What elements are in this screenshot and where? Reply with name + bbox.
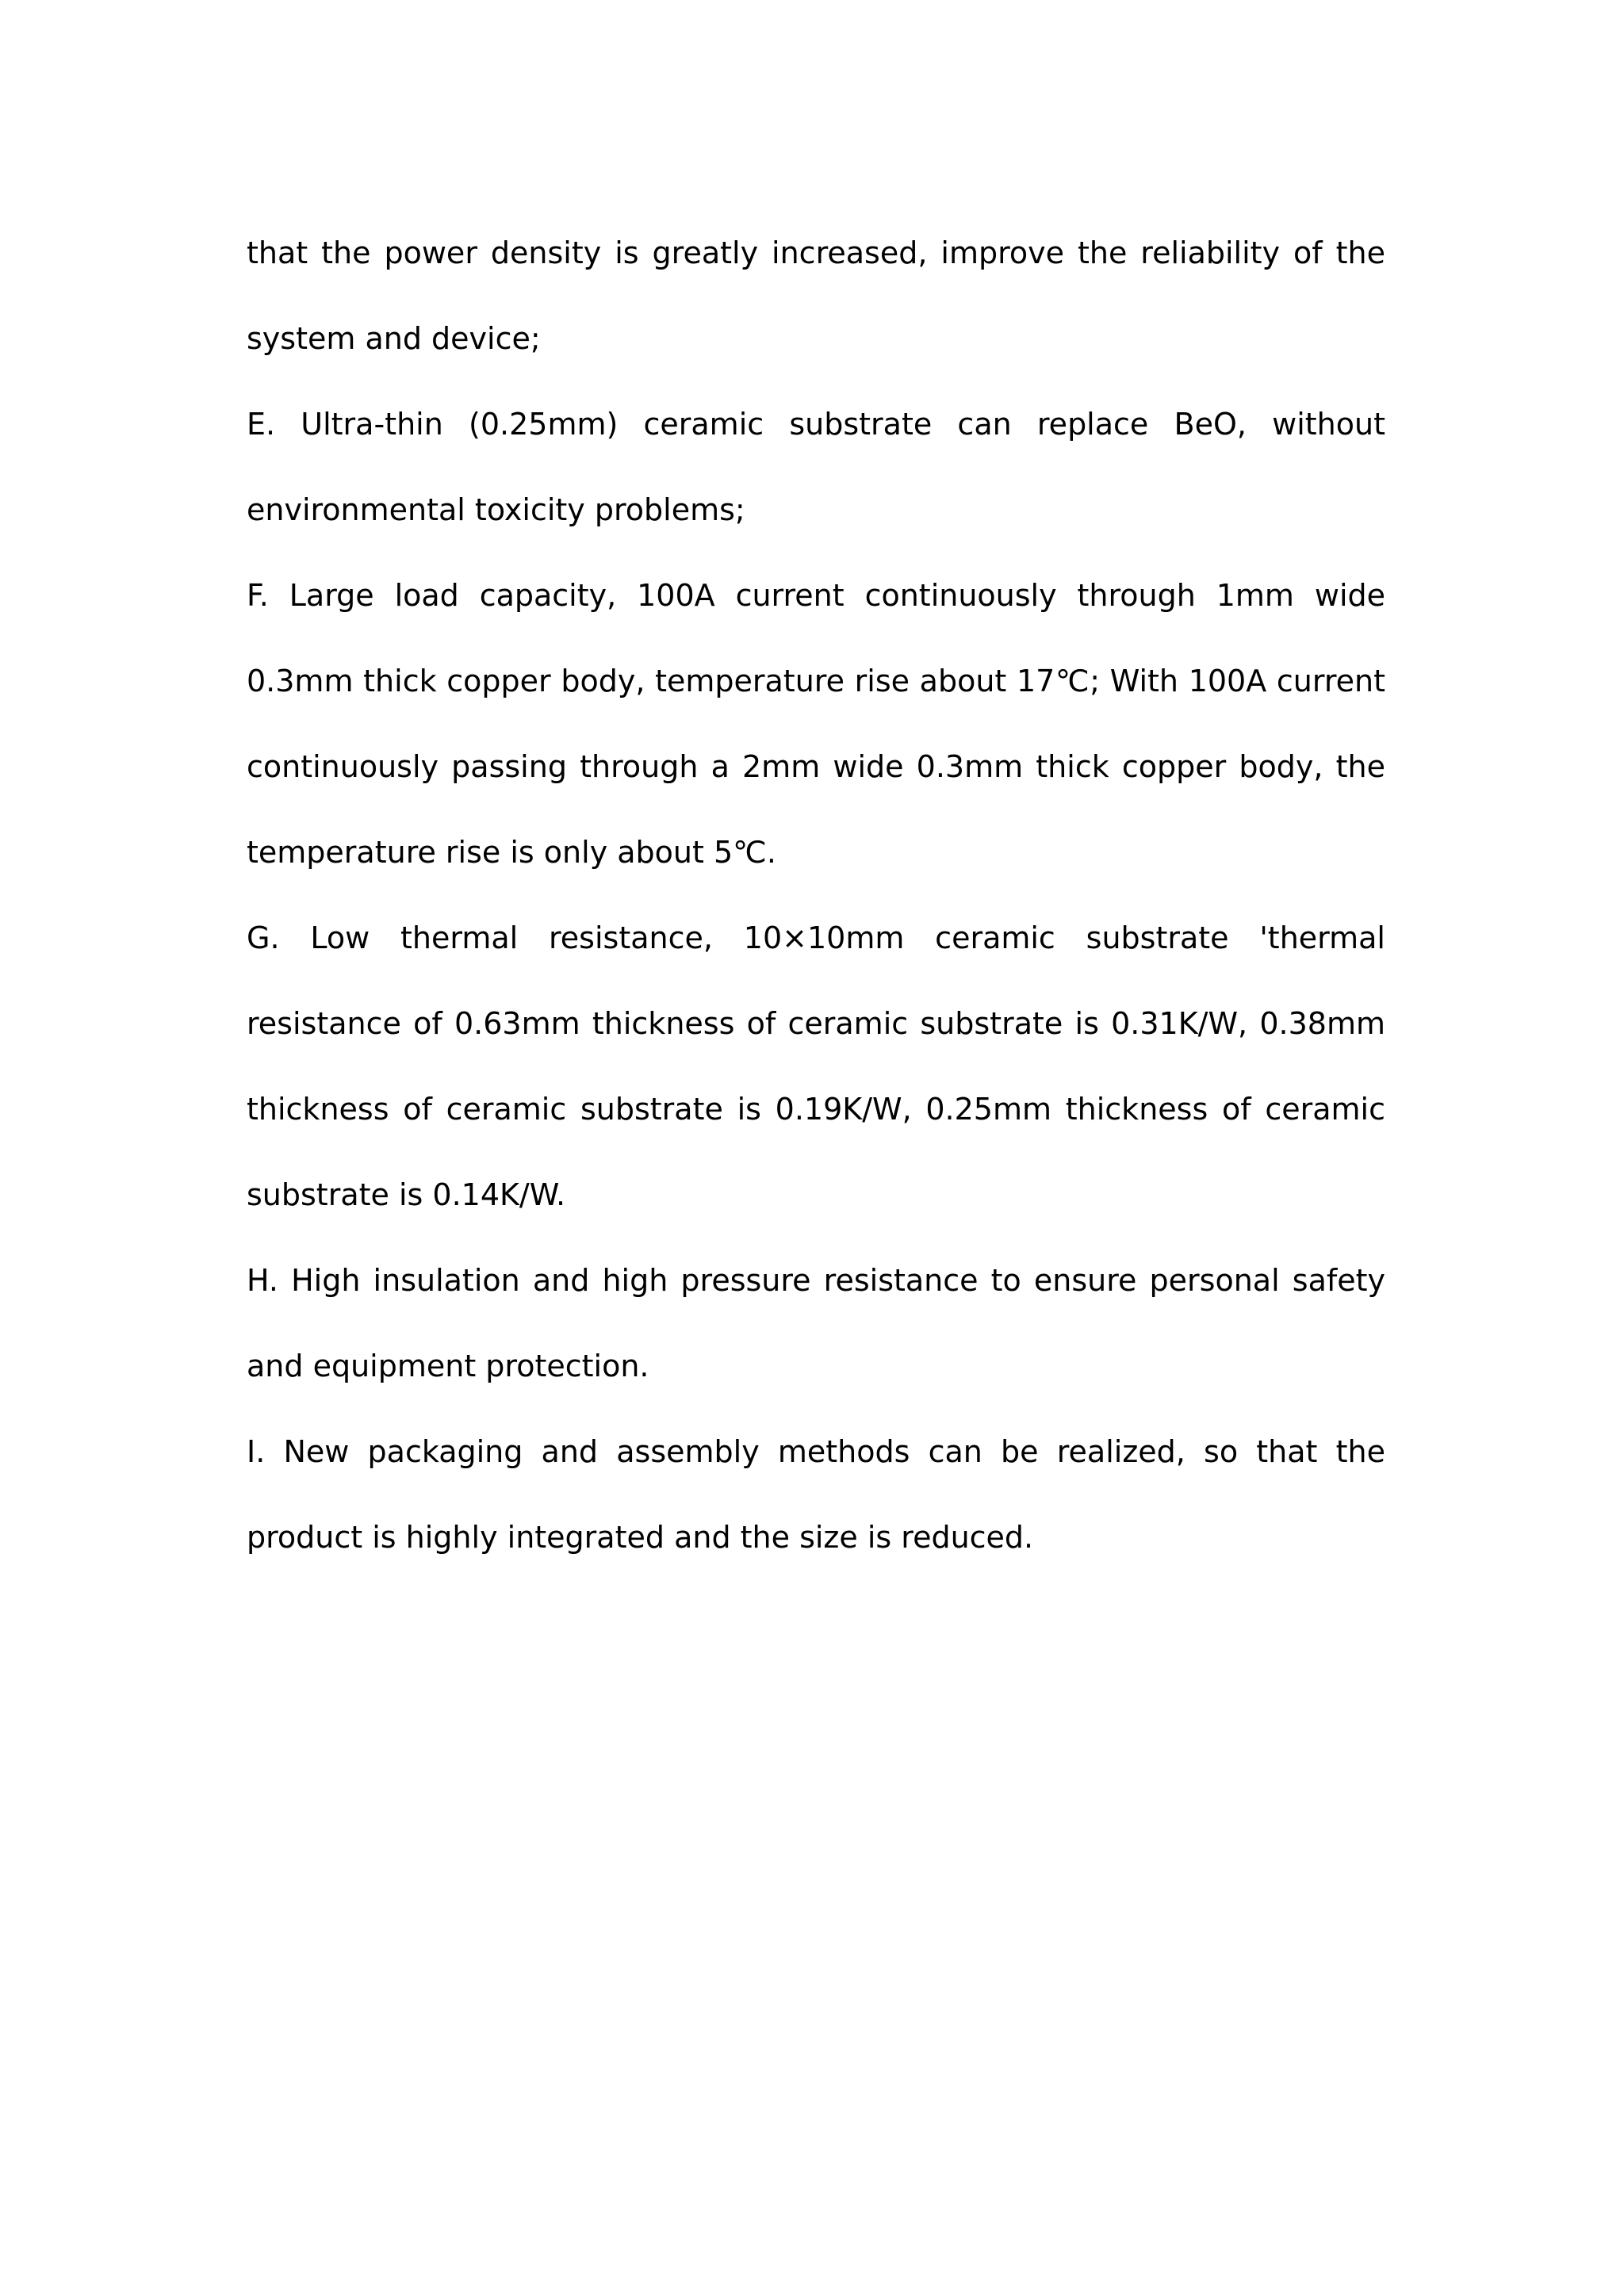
paragraph-item-i: I. New packaging and assembly methods can be realized, so that the product is highly integrated and the size is reduced. xyxy=(247,1434,1385,1555)
document-body xyxy=(247,210,1385,1580)
paragraph-continuation: that the power density is greatly increased, improve the reliability of the system and device; xyxy=(247,235,1385,356)
paragraph-item-h: H. High insulation and high pressure resistance to ensure personal safety and equipment protection. xyxy=(247,1263,1385,1383)
paragraph-item-g: G. Low thermal resistance, 10×10mm ceramic substrate 'thermal resistance of 0.63mm thickness of ceramic substrate is 0.31K/W, 0.38mm thickness of ceramic substrate is 0.19K/W, 0.25mm thickness of ceramic substrate is 0.14K/W. xyxy=(247,920,1385,1212)
paragraph-item-f: F. Large load capacity, 100A current continuously through 1mm wide 0.3mm thick copper body, temperature rise about 17℃; With 100A current continuously passing through a 2mm wide 0.3mm thick copper body, the temperature rise is only about 5℃. xyxy=(247,578,1385,870)
paragraph-item-e: E. Ultra-thin (0.25mm) ceramic substrate can replace BeO, without environmental toxicity problems; xyxy=(247,407,1385,527)
